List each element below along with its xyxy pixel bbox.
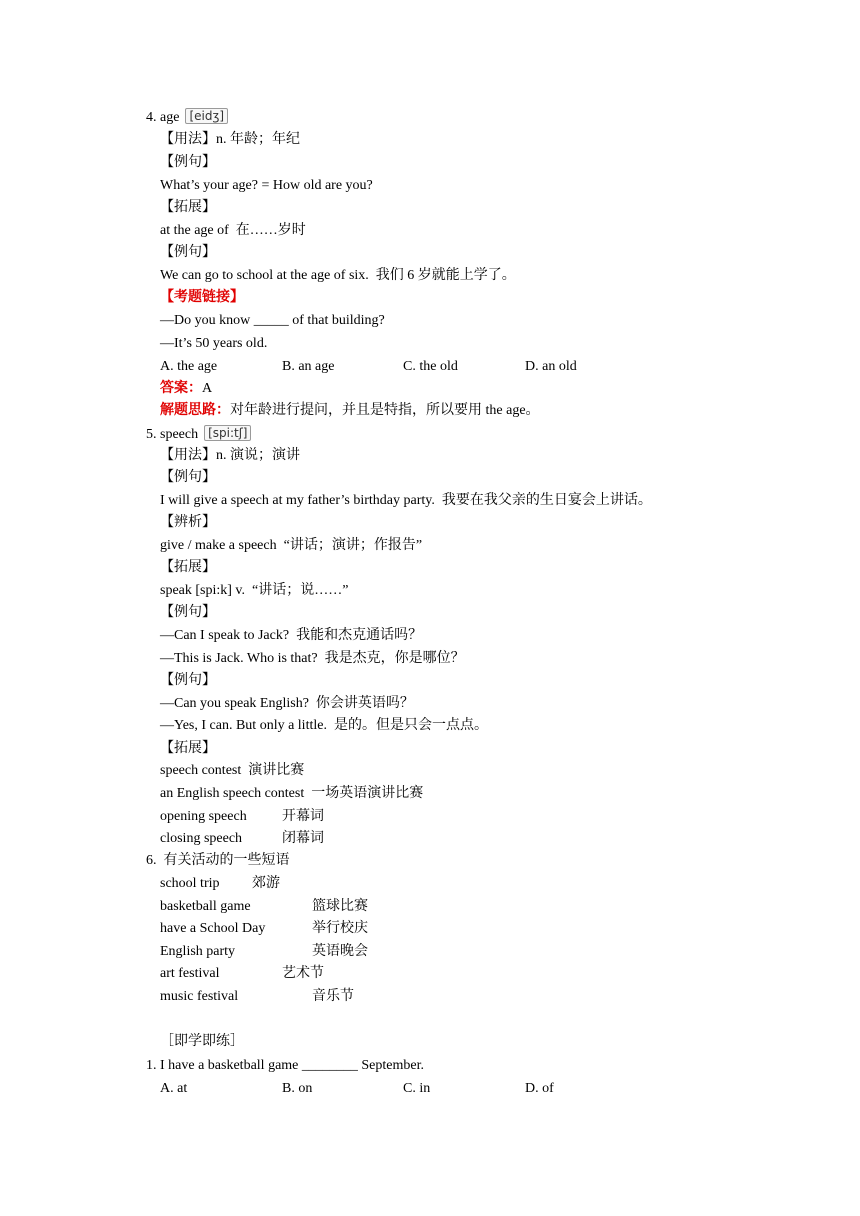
option-c: C. the old	[403, 359, 458, 374]
phrase-zh: 英语晚会	[312, 944, 368, 959]
extension-line: speak [spi:k] v. “讲话；说……”	[160, 583, 349, 598]
phrase-zh: 开幕词	[282, 809, 324, 824]
answer-line	[160, 380, 212, 397]
phrase-en: music festival	[160, 989, 239, 1004]
section-4-heading	[146, 108, 228, 126]
usage-line: 【用法】n. 演说；演讲	[160, 448, 300, 463]
dialogue-line: —This is Jack. Who is that? 我是杰克，你是哪位？	[160, 651, 465, 666]
option-d: D. of	[525, 1081, 554, 1096]
solution-label: 解题思路：	[160, 403, 230, 418]
usage-line: 【用法】n. 年龄；年纪	[160, 132, 300, 147]
phrase-zh: 闭幕词	[282, 831, 324, 846]
phrase-zh: 音乐节	[312, 989, 354, 1004]
answer-value: A	[202, 381, 213, 396]
solution-line	[160, 402, 540, 419]
option-d: D. an old	[525, 359, 577, 374]
extension-line: at the age of 在……岁时	[160, 223, 306, 238]
dialogue-line: —Yes, I can. But only a little. 是的。但是只会一点点。	[160, 718, 488, 733]
option-c: C. in	[403, 1081, 431, 1096]
question-line: —Do you know _____ of that building?	[160, 313, 385, 328]
solution-text: 对年龄进行提问，并且是特指，所以要用 the age。	[230, 403, 540, 418]
phrase-en: basketball game	[160, 899, 251, 914]
extension-line: an English speech contest 一场英语演讲比赛	[160, 786, 424, 801]
phrase-en: opening speech	[160, 809, 247, 824]
option-b: B. on	[282, 1081, 313, 1096]
extension-line: speech contest 演讲比赛	[160, 763, 305, 778]
distinction-label: 【辨析】	[160, 515, 216, 530]
example-sentence: What’s your age? = How old are you?	[160, 178, 373, 193]
option-b: B. an age	[282, 359, 335, 374]
option-a: A. the age	[160, 359, 218, 374]
example-label: 【例句】	[160, 245, 216, 260]
phrase-en: have a School Day	[160, 921, 266, 936]
practice-heading: ［即学即练］	[160, 1034, 244, 1049]
phrase-zh: 郊游	[252, 876, 280, 891]
distinction-line: give / make a speech “讲话；演讲；作报告”	[160, 538, 423, 553]
practice-question: 1. I have a basketball game ________ September.	[146, 1058, 424, 1073]
example-label: 【例句】	[160, 673, 216, 688]
extension-label: 【拓展】	[160, 200, 216, 215]
extension-label: 【拓展】	[160, 560, 216, 575]
section-6-heading: 6. 有关活动的一些短语	[146, 853, 290, 868]
example-label: 【例句】	[160, 605, 216, 620]
phrase-en: school trip	[160, 876, 220, 891]
phrase-en: English party	[160, 944, 236, 959]
section-5-heading	[146, 425, 251, 443]
example-label: 【例句】	[160, 470, 216, 485]
dialogue-line: —Can you speak English? 你会讲英语吗？	[160, 696, 414, 711]
dialogue-line: —Can I speak to Jack? 我能和杰克通话吗？	[160, 628, 423, 643]
exam-link-label: 【考题链接】	[160, 290, 244, 305]
option-a: A. at	[160, 1081, 188, 1096]
phrase-en: closing speech	[160, 831, 243, 846]
phrase-zh: 篮球比赛	[312, 899, 368, 914]
heading-text: 5. speech	[146, 427, 199, 442]
extension-label: 【拓展】	[160, 741, 216, 756]
answer-label: 答案：	[160, 381, 202, 396]
example-sentence: I will give a speech at my father’s birthday party. 我要在我父亲的生日宴会上讲话。	[160, 493, 652, 508]
phrase-zh: 艺术节	[282, 966, 324, 981]
heading-text: 4. age	[146, 110, 180, 125]
example-label: 【例句】	[160, 155, 216, 170]
phonetic-image: [eidʒ]	[185, 108, 228, 124]
phrase-zh: 举行校庆	[312, 921, 368, 936]
phrase-en: art festival	[160, 966, 220, 981]
phonetic-image: [spi:tʃ]	[204, 425, 251, 441]
question-line: —It’s 50 years old.	[160, 336, 268, 351]
example-sentence: We can go to school at the age of six. 我们 6 岁就能上学了。	[160, 268, 516, 283]
